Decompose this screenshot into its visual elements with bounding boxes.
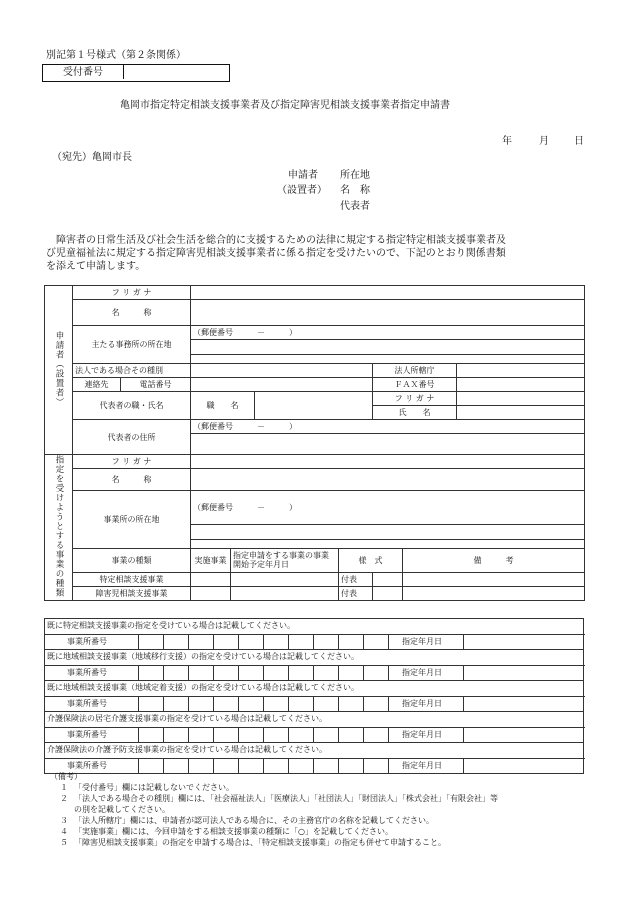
designation-date-label: 指定年月日 bbox=[402, 668, 442, 677]
rep-title-name-label: 代表者の職・氏名 bbox=[73, 392, 191, 420]
designation-note: 介護保険法の居宅介護支援事業の指定を受けている場合は記載してください。 bbox=[47, 714, 327, 723]
footer-note: ５ 「障害児相談支援事業」の指定を申請する場合は、「特定相談支援事業」の指定も併せて申請すること。 bbox=[60, 838, 446, 847]
corp-agency-label: 法人所轄庁 bbox=[373, 364, 457, 378]
row-child-implement[interactable] bbox=[191, 586, 231, 600]
designation-date-label: 指定年月日 bbox=[402, 730, 442, 739]
office-no-field[interactable] bbox=[138, 728, 389, 743]
designation-date-field[interactable] bbox=[463, 635, 586, 650]
contact-label: 連絡先 bbox=[73, 378, 121, 392]
format-header: 様 式 bbox=[339, 548, 403, 572]
office-location-line-2[interactable] bbox=[191, 539, 585, 548]
designation-note: 既に地域相談支援事業（地域移行支援）の指定を受けている場合は記載してください。 bbox=[47, 652, 359, 661]
applicant-label: 申請者 bbox=[288, 170, 318, 181]
office-no-label: 事業所番号 bbox=[67, 668, 107, 677]
office-no-label: 事業所番号 bbox=[67, 699, 107, 708]
date-year: 年 bbox=[502, 136, 512, 147]
row-specific-implement[interactable] bbox=[191, 572, 231, 586]
row-child-format-value[interactable] bbox=[373, 586, 403, 600]
designation-block bbox=[44, 711, 584, 742]
receipt-box bbox=[42, 64, 230, 82]
corp-agency-field[interactable] bbox=[457, 364, 585, 378]
name-label: 名 称 bbox=[73, 300, 191, 326]
rep-address-field[interactable] bbox=[191, 434, 585, 455]
person-name-label: 氏 名 bbox=[373, 406, 457, 420]
start-date-header: 指定申請をする事業の事業開始予定年月日 bbox=[231, 548, 339, 572]
designation-date-label: 指定年月日 bbox=[402, 699, 442, 708]
implement-header: 実施事業 bbox=[191, 548, 231, 572]
rep-furigana-label: フ リ ガ ナ bbox=[373, 392, 457, 406]
date-month: 月 bbox=[539, 136, 549, 147]
corp-type-label: 法人である場合その種別 bbox=[73, 364, 191, 378]
office-no-label: 事業所番号 bbox=[67, 761, 107, 770]
office-no-label: 事業所番号 bbox=[67, 637, 107, 646]
office-location-line-1[interactable] bbox=[191, 524, 585, 539]
applicant-name-label: 名 称 bbox=[340, 185, 370, 196]
page-title: 亀岡市指定特定相談支援事業者及び指定障害児相談支援事業者指定申請書 bbox=[120, 100, 450, 111]
title-field[interactable] bbox=[255, 392, 373, 420]
phone-field[interactable] bbox=[191, 378, 373, 392]
rep-address-postal[interactable]: （郵便番号 － ） bbox=[191, 420, 585, 434]
designation-date-field[interactable] bbox=[463, 666, 586, 681]
main-office-line-2[interactable] bbox=[191, 355, 585, 364]
intro-line-3: を添えて申請します。 bbox=[46, 261, 146, 272]
office-name-label: 名 称 bbox=[73, 469, 191, 491]
footer-note: １ 「受付番号」欄には記載しないでください。 bbox=[60, 783, 234, 792]
name-field[interactable] bbox=[191, 300, 585, 326]
phone-label: 電話番号 bbox=[121, 378, 191, 392]
row-specific-format-value[interactable] bbox=[373, 572, 403, 586]
row-child-remarks[interactable] bbox=[403, 586, 585, 600]
main-office-label: 主たる事務所の所在地 bbox=[73, 326, 191, 364]
applicant-address-label: 所在地 bbox=[340, 170, 370, 181]
designation-date-field[interactable] bbox=[463, 697, 586, 712]
form-number: 別記第１号様式（第２条関係） bbox=[46, 50, 186, 61]
title-label: 職 名 bbox=[191, 392, 255, 420]
row-specific-remarks[interactable] bbox=[403, 572, 585, 586]
fax-field[interactable] bbox=[457, 378, 585, 392]
office-no-field[interactable] bbox=[138, 697, 389, 712]
office-no-field[interactable] bbox=[138, 635, 389, 650]
existing-designations bbox=[44, 618, 584, 774]
office-location-label: 事業所の所在地 bbox=[73, 491, 191, 549]
office-furigana-label: フ リ ガ ナ bbox=[73, 455, 191, 469]
section-business-label: 指定を受けようとする事業の種類 bbox=[45, 455, 73, 601]
applicant-label-sub: （設置者） bbox=[277, 185, 327, 196]
designation-date-label: 指定年月日 bbox=[402, 761, 442, 770]
receipt-label: 受付番号 bbox=[43, 65, 124, 79]
office-name-field[interactable] bbox=[191, 469, 585, 491]
designation-block bbox=[44, 680, 584, 711]
footer-note: ２ 「法人である場合その種別」欄には、「社会福祉法人」「医療法人」「社団法人」「財団法人」「株式会社」「有限会社」等 bbox=[60, 794, 498, 803]
designation-note: 既に特定相談支援事業の指定を受けている場合は記載してください。 bbox=[47, 621, 295, 630]
designation-note: 既に地域相談支援事業（地域定着支援）の指定を受けている場合は記載してください。 bbox=[47, 683, 359, 692]
furigana-field[interactable] bbox=[191, 286, 585, 300]
applicant-rep-label: 代表者 bbox=[340, 201, 370, 212]
fax-label: ＦＡＸ番号 bbox=[373, 378, 457, 392]
rep-address-label: 代表者の住所 bbox=[73, 420, 191, 455]
footer-notes bbox=[60, 783, 600, 849]
main-office-line-1[interactable] bbox=[191, 340, 585, 355]
footer-note: ４ 「実施事業」欄には、今回申請をする相談支援事業の種類に「○」を記載してください。 bbox=[60, 827, 393, 836]
designation-date-field[interactable] bbox=[463, 728, 586, 743]
section-applicant-label: 申請者（設置者） bbox=[45, 286, 73, 455]
designation-block bbox=[44, 618, 584, 649]
corp-type-field[interactable] bbox=[191, 364, 373, 378]
row-specific-format: 付表 bbox=[339, 572, 373, 586]
furigana-label: フ リ ガ ナ bbox=[73, 286, 191, 300]
footer-note: の別を記載してください。 bbox=[74, 805, 170, 814]
designation-block bbox=[44, 742, 584, 774]
row-specific-label: 特定相談支援事業 bbox=[73, 572, 191, 586]
date-day: 日 bbox=[574, 136, 584, 147]
office-no-label: 事業所番号 bbox=[67, 730, 107, 739]
designation-date-label: 指定年月日 bbox=[402, 637, 442, 646]
footer-title: （備考） bbox=[50, 772, 82, 781]
office-furigana-field[interactable] bbox=[191, 455, 585, 469]
row-child-label: 障害児相談支援事業 bbox=[73, 586, 191, 600]
rep-furigana-field[interactable] bbox=[457, 392, 585, 406]
application-form-table bbox=[44, 285, 585, 601]
designation-block bbox=[44, 649, 584, 680]
person-name-field[interactable] bbox=[457, 406, 585, 420]
receipt-number-field[interactable] bbox=[124, 65, 228, 81]
intro-line-2: び児童福祉法に規定する指定障害児相談支援事業者に係る指定を受けたいので、下記のとおり関係書類 bbox=[46, 248, 506, 259]
row-specific-start[interactable] bbox=[231, 572, 339, 586]
main-office-postal[interactable]: （郵便番号 － ） bbox=[191, 326, 585, 340]
intro-line-1: 障害者の日常生活及び社会生活を総合的に支援するための法律に規定する指定特定相談支援事業者及 bbox=[46, 235, 506, 246]
remarks-header: 備 考 bbox=[403, 548, 585, 572]
row-child-format: 付表 bbox=[339, 586, 373, 600]
office-location-postal[interactable]: （郵便番号 － ） bbox=[191, 491, 585, 525]
addressee: （宛先）亀岡市長 bbox=[52, 152, 132, 163]
office-no-field[interactable] bbox=[138, 666, 389, 681]
office-no-field[interactable] bbox=[138, 759, 389, 773]
row-child-start[interactable] bbox=[231, 586, 339, 600]
designation-date-field[interactable] bbox=[463, 759, 586, 773]
designation-note: 介護保険法の介護予防支援事業の指定を受けている場合は記載してください。 bbox=[47, 745, 327, 754]
footer-note: ３ 「法人所轄庁」欄には、申請者が認可法人である場合に、その主務官庁の名称を記載してください。 bbox=[60, 816, 434, 825]
business-type-header: 事業の種類 bbox=[73, 548, 191, 572]
